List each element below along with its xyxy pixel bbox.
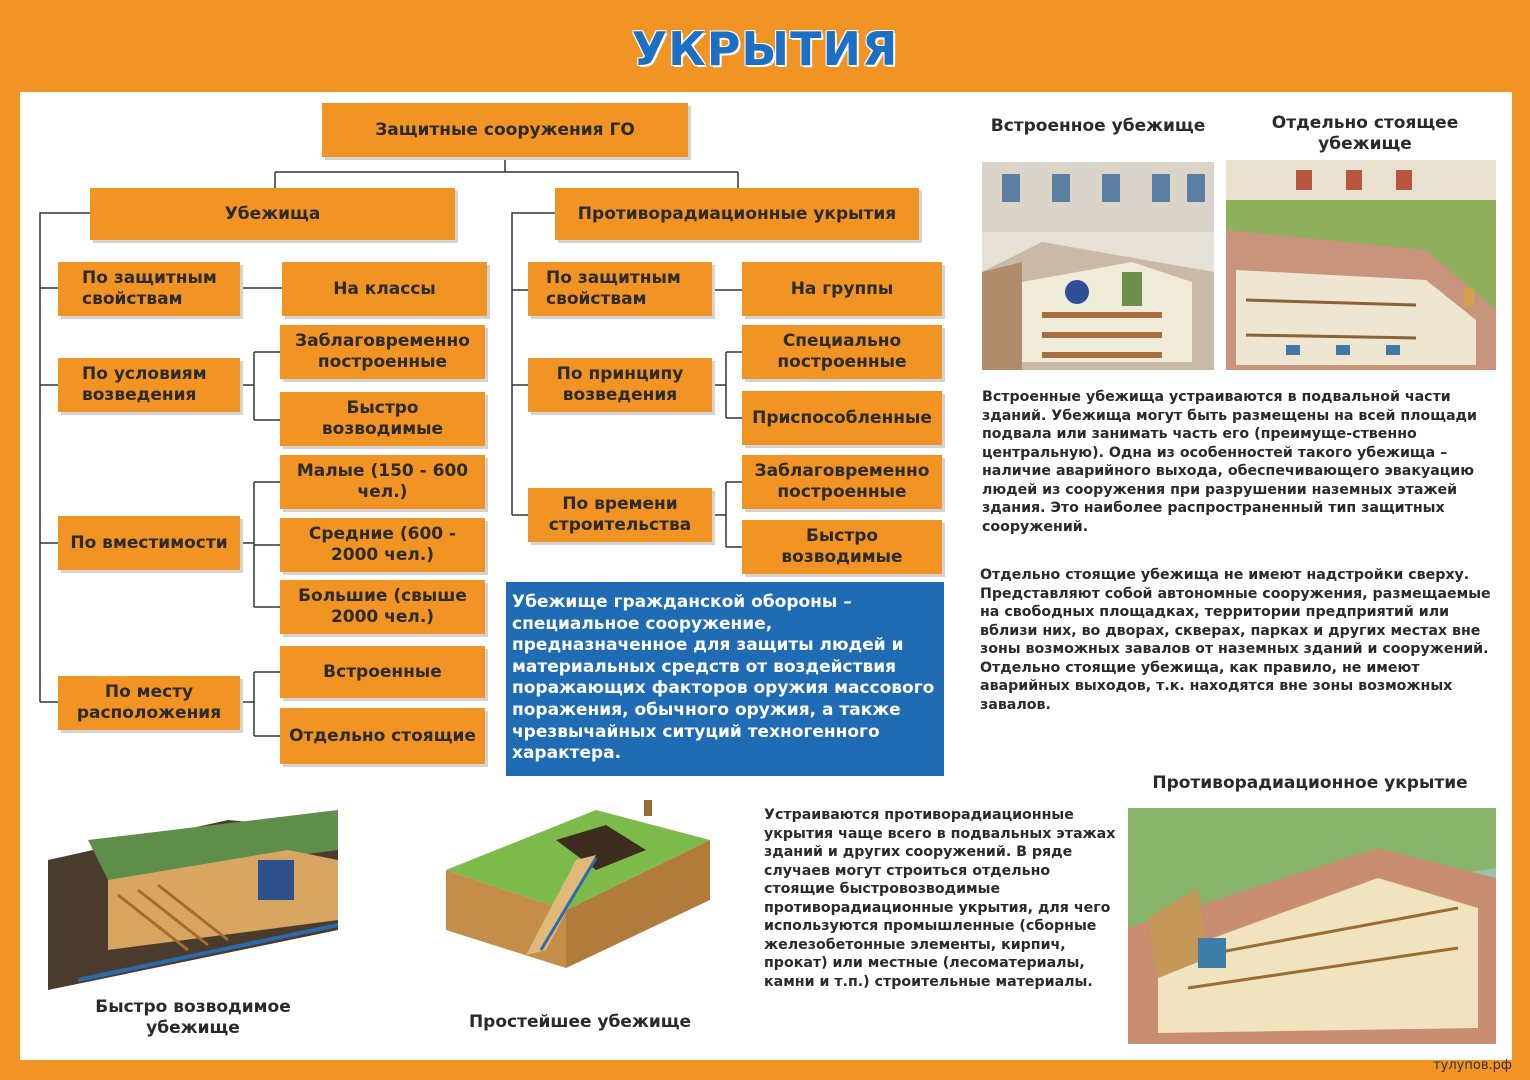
definition-box: Убежище гражданской обороны – специальное сооружение, предназначенное для защиты людей и материальных средств от воздействия поражающих факторов оружия массового поражения, обычного оружия, а также чрезвычайных ситуций техногенного характера. — [506, 582, 944, 776]
shelters-construction-quick: Быстро возводимые — [280, 392, 485, 446]
credit: тулупов.рф — [1433, 1058, 1512, 1073]
pru-principle-label: По принципу возведения — [528, 358, 712, 412]
shelters-capacity-medium: Средние (600 - 2000 чел.) — [280, 518, 485, 572]
shelters-capacity-large: Большие (свыше 2000 чел.) — [280, 580, 485, 634]
root-box: Защитные сооружения ГО — [322, 103, 688, 157]
pru-time-advance: Заблаговременно построенные — [742, 455, 942, 509]
builtin-caption: Встроенное убежище — [990, 116, 1206, 136]
pru-time-label: По времени строительства — [528, 488, 712, 542]
page-title: УКРЫТИЯ — [631, 22, 899, 76]
pru-protective-label: По защитным свойствам — [528, 262, 712, 316]
shelters-header: Убежища — [90, 188, 455, 240]
pru-principle-special: Специально построенные — [742, 325, 942, 379]
simple-shelter-caption: Простейшее убежище — [468, 1012, 692, 1032]
standalone-caption: Отдельно стоящее убежище — [1271, 113, 1459, 154]
pru-groups: На группы — [742, 262, 942, 316]
anti-radiation-shelter-illustration — [1128, 808, 1496, 1044]
shelters-capacity-label: По вместимости — [58, 516, 240, 570]
quick-shelter-caption: Быстро возводимое убежище — [95, 997, 291, 1038]
shelters-classes: На классы — [282, 262, 487, 316]
pru-header: Противорадиационные укрытия — [555, 188, 919, 240]
pru-principle-adapted: Приспособленные — [742, 391, 942, 445]
standalone-description: Отдельно стоящие убежища не имеют надстройки сверху. Представляют собой автономные сооружения, размещаемые на свободных площадках, территории предприятий или вблизи них, во дворах, скверах, парках и других местах вне зоны возможных завалов от наземных зданий и сооружений. Отдельно стоящие убежища, как правило, не имеют аварийных выходов, т.к. находятся вне зоны возможных завалов. — [980, 567, 1491, 713]
shelters-construction-advance: Заблаговременно построенные — [280, 325, 485, 379]
shelters-construction-label: По условиям возведения — [58, 358, 240, 412]
pru-description: Устраиваются противорадиационные укрытия чаще всего в подвальных этажах зданий и других сооружений. В ряде случаев могут строиться отдельно стоящие быстровозводимые противорадиационные укрытия, для чего используются промышленные (сборные железобетонные элементы, кирпич, прокат) или местные (лесоматериалы, камни и т.п.) строительные материалы. — [764, 807, 1116, 990]
shelters-location-builtin: Встроенные — [280, 646, 485, 698]
quick-shelter-illustration — [48, 800, 340, 990]
simple-shelter-illustration — [446, 800, 710, 968]
pru-caption: Противорадиационное укрытие — [1152, 773, 1468, 793]
shelters-location-label: По месту расположения — [58, 676, 240, 730]
shelters-capacity-small: Малые (150 - 600 чел.) — [280, 455, 485, 509]
shelters-protective-label: По защитным свойствам — [58, 262, 240, 316]
standalone-shelter-illustration — [1226, 160, 1496, 370]
builtin-description: Встроенные убежища устраиваются в подвальной части зданий. Убежища могут быть размещены на всей площади подвала или занимать часть его (преимуще-ственно центральную). Одна из особенностей такого убежища – наличие аварийного выхода, обеспечивающего эвакуацию людей из сооружения при разрушении наземных этажей здания. Это наиболее распространенный тип защитных сооружений. — [982, 389, 1477, 535]
builtin-shelter-illustration — [982, 162, 1214, 370]
shelters-location-standalone: Отдельно стоящие — [280, 708, 485, 764]
pru-time-quick: Быстро возводимые — [742, 520, 942, 574]
